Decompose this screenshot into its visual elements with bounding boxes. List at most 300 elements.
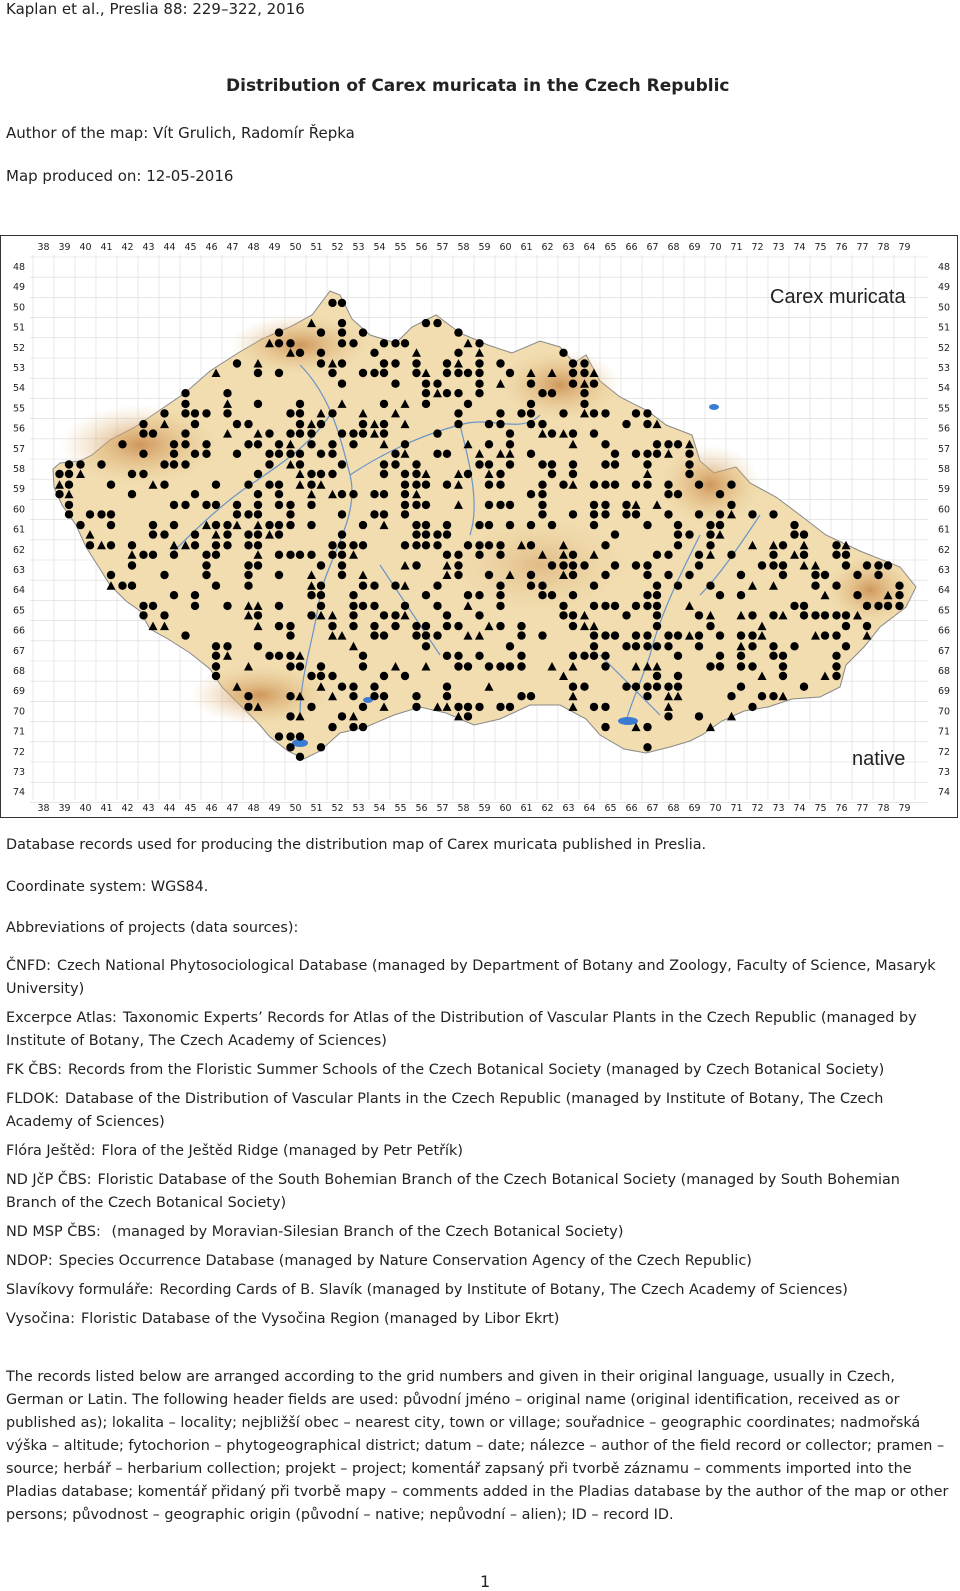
record-circle — [674, 521, 682, 529]
record-circle — [506, 662, 514, 670]
record-circle — [538, 460, 546, 468]
record-circle — [338, 712, 346, 720]
record-circle — [412, 692, 420, 700]
record-circle — [643, 692, 651, 700]
record-circle — [748, 703, 756, 711]
record-circle — [412, 541, 420, 549]
column-label-top: 38 — [37, 242, 50, 253]
record-circle — [706, 662, 714, 670]
record-circle — [139, 420, 147, 428]
row-label-right: 65 — [938, 605, 951, 617]
record-circle — [181, 631, 189, 639]
record-circle — [128, 490, 136, 498]
column-label-bottom: 45 — [184, 803, 197, 814]
record-circle — [212, 481, 220, 489]
record-circle — [632, 642, 640, 650]
record-circle — [212, 662, 220, 670]
record-circle — [664, 642, 672, 650]
record-circle — [590, 481, 598, 489]
record-circle — [265, 450, 273, 458]
record-circle — [212, 582, 220, 590]
record-circle — [559, 481, 567, 489]
record-circle — [349, 611, 357, 619]
record-circle — [601, 501, 609, 509]
record-circle — [401, 672, 409, 680]
record-circle — [821, 571, 829, 579]
record-circle — [475, 339, 483, 347]
record-circle — [307, 481, 315, 489]
record-circle — [412, 460, 420, 468]
record-circle — [895, 602, 903, 610]
record-circle — [244, 541, 252, 549]
record-circle — [275, 521, 283, 529]
record-circle — [391, 622, 399, 630]
record-circle — [496, 703, 504, 711]
record-circle — [748, 662, 756, 670]
abbreviation-text: Taxonomic Experts’ Records for Atlas of the Distribution of Vascular Plants in the Czech Republic (managed by Institute of Botany, The Czech Academy of Sciences) — [6, 1010, 917, 1049]
record-circle — [475, 380, 483, 388]
record-circle — [643, 420, 651, 428]
record-circle — [160, 481, 168, 489]
record-circle — [338, 510, 346, 518]
record-circle — [727, 481, 735, 489]
record-circle — [569, 591, 577, 599]
record-circle — [454, 551, 462, 559]
row-label-right: 56 — [938, 423, 951, 435]
row-label-left: 68 — [13, 666, 26, 677]
record-circle — [212, 501, 220, 509]
record-circle — [286, 501, 294, 509]
column-label-bottom: 42 — [121, 803, 134, 814]
record-circle — [65, 501, 73, 509]
record-circle — [653, 622, 661, 630]
record-circle — [643, 571, 651, 579]
record-circle — [653, 551, 661, 559]
column-label-bottom: 69 — [688, 803, 701, 814]
column-label-bottom: 50 — [289, 803, 302, 814]
record-circle — [559, 409, 567, 417]
record-circle — [506, 521, 514, 529]
row-label-right: 69 — [938, 686, 951, 698]
record-circle — [695, 481, 703, 489]
record-circle — [811, 611, 819, 619]
record-circle — [548, 521, 556, 529]
record-circle — [286, 743, 294, 751]
column-label-bottom: 60 — [499, 803, 512, 814]
column-label-bottom: 40 — [79, 803, 92, 814]
map-author: Author of the map: Vít Grulich, Radomír Řepka — [6, 124, 355, 142]
record-circle — [149, 551, 157, 559]
record-circle — [433, 582, 441, 590]
row-label-left: 58 — [13, 464, 26, 475]
record-circle — [685, 530, 693, 538]
record-circle — [349, 541, 357, 549]
column-label-top: 51 — [310, 242, 323, 253]
record-circle — [643, 521, 651, 529]
column-label-top: 78 — [877, 242, 890, 253]
record-circle — [538, 481, 546, 489]
record-circle — [454, 389, 462, 397]
record-circle — [569, 429, 577, 437]
record-circle — [758, 692, 766, 700]
record-circle — [181, 460, 189, 468]
record-circle — [296, 450, 304, 458]
record-circle — [454, 409, 462, 417]
record-circle — [233, 420, 241, 428]
record-circle — [475, 652, 483, 660]
record-circle — [790, 642, 798, 650]
record-circle — [779, 561, 787, 569]
map-date: Map produced on: 12-05-2016 — [6, 167, 234, 185]
column-label-top: 45 — [184, 242, 197, 253]
record-circle — [569, 561, 577, 569]
record-circle — [170, 551, 178, 559]
record-circle — [359, 420, 367, 428]
record-circle — [338, 530, 346, 538]
record-circle — [265, 652, 273, 660]
record-circle — [548, 591, 556, 599]
citation: Kaplan et al., Preslia 88: 229–322, 2016 — [6, 0, 305, 18]
record-circle — [842, 622, 850, 630]
row-label-right: 51 — [938, 322, 951, 334]
record-circle — [401, 440, 409, 448]
record-circle — [202, 571, 210, 579]
abbreviation-text: Recording Cards of B. Slavík (managed by Institute of Botany, The Czech Academy of Sciences) — [159, 1282, 848, 1298]
record-circle — [433, 631, 441, 639]
record-circle — [370, 692, 378, 700]
record-circle — [895, 582, 903, 590]
record-circle — [212, 642, 220, 650]
record-circle — [496, 591, 504, 599]
record-circle — [296, 753, 304, 761]
record-circle — [275, 732, 283, 740]
record-circle — [223, 541, 231, 549]
record-circle — [590, 631, 598, 639]
record-circle — [244, 571, 252, 579]
record-circle — [422, 380, 430, 388]
column-label-top: 55 — [394, 242, 407, 253]
record-circle — [664, 683, 672, 691]
record-circle — [317, 420, 325, 428]
column-label-top: 57 — [436, 242, 449, 253]
record-circle — [632, 510, 640, 518]
row-label-left: 72 — [13, 746, 26, 758]
record-circle — [349, 683, 357, 691]
record-circle — [517, 652, 525, 660]
record-circle — [349, 339, 357, 347]
record-circle — [538, 420, 546, 428]
record-circle — [496, 409, 504, 417]
record-circle — [538, 490, 546, 498]
record-circle — [443, 369, 451, 377]
abbreviation-key: Vysočina: — [6, 1311, 75, 1327]
record-circle — [769, 561, 777, 569]
record-circle — [569, 622, 577, 630]
record-circle — [737, 591, 745, 599]
abbreviation-text: (managed by Moravian-Silesian Branch of the Czech Botanical Society) — [106, 1224, 624, 1240]
record-circle — [170, 440, 178, 448]
record-circle — [569, 551, 577, 559]
row-label-left: 52 — [13, 342, 26, 354]
record-circle — [685, 460, 693, 468]
record-circle — [286, 409, 294, 417]
record-circle — [464, 470, 472, 478]
record-circle — [328, 440, 336, 448]
record-circle — [433, 319, 441, 327]
record-circle — [170, 501, 178, 509]
record-circle — [254, 501, 262, 509]
record-circle — [380, 429, 388, 437]
column-label-bottom: 61 — [520, 803, 533, 814]
abbreviation-item — [6, 1250, 950, 1273]
record-circle — [485, 481, 493, 489]
column-label-bottom: 55 — [394, 803, 407, 814]
record-circle — [506, 440, 514, 448]
record-circle — [338, 460, 346, 468]
record-circle — [695, 611, 703, 619]
record-circle — [601, 652, 609, 660]
record-circle — [359, 652, 367, 660]
record-circle — [653, 672, 661, 680]
record-circle — [401, 339, 409, 347]
record-circle — [254, 470, 262, 478]
record-circle — [737, 662, 745, 670]
record-circle — [569, 510, 577, 518]
record-circle — [265, 521, 273, 529]
record-circle — [643, 481, 651, 489]
column-label-bottom: 47 — [226, 803, 239, 814]
record-circle — [244, 582, 252, 590]
species-label: Carex muricata — [770, 286, 906, 308]
record-circle — [65, 470, 73, 478]
abbreviation-key: Excerpce Atlas: — [6, 1010, 117, 1026]
record-circle — [853, 571, 861, 579]
record-circle — [244, 481, 252, 489]
record-circle — [485, 521, 493, 529]
record-circle — [191, 530, 199, 538]
record-circle — [338, 359, 346, 367]
record-circle — [380, 470, 388, 478]
column-label-bottom: 59 — [478, 803, 491, 814]
column-label-top: 76 — [835, 242, 848, 253]
record-circle — [254, 642, 262, 650]
column-label-top: 53 — [352, 242, 365, 253]
record-circle — [569, 380, 577, 388]
column-label-top: 59 — [478, 242, 491, 253]
abbreviation-key: Slavíkovy formuláře: — [6, 1282, 154, 1298]
record-circle — [139, 470, 147, 478]
record-circle — [76, 460, 84, 468]
record-circle — [716, 662, 724, 670]
record-circle — [380, 490, 388, 498]
row-label-left: 65 — [13, 605, 26, 617]
record-circle — [412, 501, 420, 509]
record-circle — [380, 420, 388, 428]
record-circle — [590, 703, 598, 711]
record-circle — [433, 429, 441, 437]
record-circle — [601, 481, 609, 489]
record-circle — [454, 703, 462, 711]
record-circle — [475, 611, 483, 619]
record-circle — [737, 652, 745, 660]
record-circle — [506, 703, 514, 711]
record-circle — [359, 662, 367, 670]
record-circle — [317, 561, 325, 569]
record-circle — [65, 481, 73, 489]
record-circle — [632, 481, 640, 489]
row-label-left: 57 — [13, 443, 26, 455]
row-label-left: 49 — [13, 282, 26, 294]
row-label-right: 62 — [938, 544, 951, 556]
record-circle — [454, 420, 462, 428]
record-circle — [380, 672, 388, 680]
record-circle — [307, 551, 315, 559]
record-circle — [611, 530, 619, 538]
record-circle — [601, 409, 609, 417]
record-circle — [874, 602, 882, 610]
record-circle — [643, 591, 651, 599]
column-label-bottom: 79 — [898, 803, 911, 814]
record-circle — [107, 541, 115, 549]
record-circle — [643, 409, 651, 417]
record-circle — [244, 703, 252, 711]
abbreviation-key: FLDOK: — [6, 1091, 59, 1107]
record-circle — [695, 561, 703, 569]
record-circle — [653, 611, 661, 619]
column-label-top: 67 — [646, 242, 659, 253]
abbreviation-item — [6, 1088, 950, 1134]
record-circle — [338, 551, 346, 559]
record-circle — [370, 349, 378, 357]
record-circle — [160, 530, 168, 538]
record-circle — [863, 622, 871, 630]
record-circle — [716, 510, 724, 518]
record-circle — [380, 692, 388, 700]
record-circle — [233, 450, 241, 458]
record-circle — [139, 602, 147, 610]
record-circle — [433, 450, 441, 458]
record-circle — [275, 652, 283, 660]
record-circle — [769, 642, 777, 650]
record-circle — [118, 440, 126, 448]
record-circle — [401, 541, 409, 549]
record-circle — [181, 440, 189, 448]
row-label-left: 53 — [13, 363, 26, 374]
record-circle — [527, 400, 535, 408]
record-circle — [517, 662, 525, 670]
record-circle — [422, 319, 430, 327]
record-circle — [758, 561, 766, 569]
record-circle — [443, 389, 451, 397]
record-circle — [874, 561, 882, 569]
record-circle — [842, 561, 850, 569]
column-label-top: 72 — [751, 242, 764, 253]
record-circle — [170, 450, 178, 458]
record-circle — [485, 662, 493, 670]
abbreviation-key: ČNFD: — [6, 958, 52, 974]
record-circle — [296, 460, 304, 468]
column-label-top: 77 — [856, 242, 869, 253]
record-circle — [832, 662, 840, 670]
row-label-right: 67 — [938, 645, 951, 657]
column-label-top: 74 — [793, 242, 806, 253]
record-circle — [443, 622, 451, 630]
record-circle — [422, 541, 430, 549]
record-circle — [685, 450, 693, 458]
record-circle — [464, 541, 472, 549]
column-label-top: 71 — [730, 242, 743, 253]
row-label-right: 74 — [938, 787, 951, 799]
record-circle — [349, 622, 357, 630]
record-circle — [538, 631, 546, 639]
record-circle — [202, 450, 210, 458]
record-circle — [664, 712, 672, 720]
record-circle — [275, 622, 283, 630]
row-label-left: 73 — [13, 767, 26, 778]
record-circle — [664, 440, 672, 448]
row-label-right: 54 — [938, 383, 951, 395]
record-circle — [391, 611, 399, 619]
record-circle — [191, 450, 199, 458]
record-circle — [475, 521, 483, 529]
record-circle — [496, 359, 504, 367]
record-circle — [569, 369, 577, 377]
record-circle — [496, 551, 504, 559]
record-circle — [569, 571, 577, 579]
record-circle — [223, 602, 231, 610]
row-label-left: 67 — [13, 645, 26, 657]
record-circle — [286, 551, 294, 559]
column-label-bottom: 44 — [163, 803, 176, 814]
column-label-bottom: 38 — [37, 803, 50, 814]
record-circle — [475, 551, 483, 559]
record-circle — [370, 490, 378, 498]
row-label-right: 52 — [938, 342, 951, 354]
record-circle — [338, 299, 346, 307]
column-label-bottom: 75 — [814, 803, 827, 814]
record-circle — [601, 541, 609, 549]
record-circle — [317, 591, 325, 599]
record-circle — [685, 470, 693, 478]
record-circle — [412, 359, 420, 367]
record-circle — [275, 339, 283, 347]
record-circle — [244, 440, 252, 448]
record-circle — [548, 470, 556, 478]
column-label-bottom: 62 — [541, 803, 554, 814]
record-circle — [212, 672, 220, 680]
record-circle — [611, 481, 619, 489]
record-circle — [328, 369, 336, 377]
column-label-top: 75 — [814, 242, 827, 253]
column-label-top: 43 — [142, 242, 155, 253]
record-circle — [779, 662, 787, 670]
record-circle — [695, 631, 703, 639]
abbreviation-item — [6, 1221, 950, 1244]
column-label-top: 65 — [604, 242, 617, 253]
record-circle — [412, 561, 420, 569]
record-circle — [55, 490, 63, 498]
column-label-bottom: 77 — [856, 803, 869, 814]
record-circle — [317, 470, 325, 478]
record-circle — [202, 561, 210, 569]
abbreviation-text: Database of the Distribution of Vascular Plants in the Czech Republic (managed by Institute of Botany, The Czech Academy of Sciences) — [6, 1091, 884, 1130]
record-circle — [286, 732, 294, 740]
record-circle — [779, 541, 787, 549]
record-circle — [380, 460, 388, 468]
record-circle — [590, 510, 598, 518]
record-circle — [223, 409, 231, 417]
record-circle — [632, 450, 640, 458]
